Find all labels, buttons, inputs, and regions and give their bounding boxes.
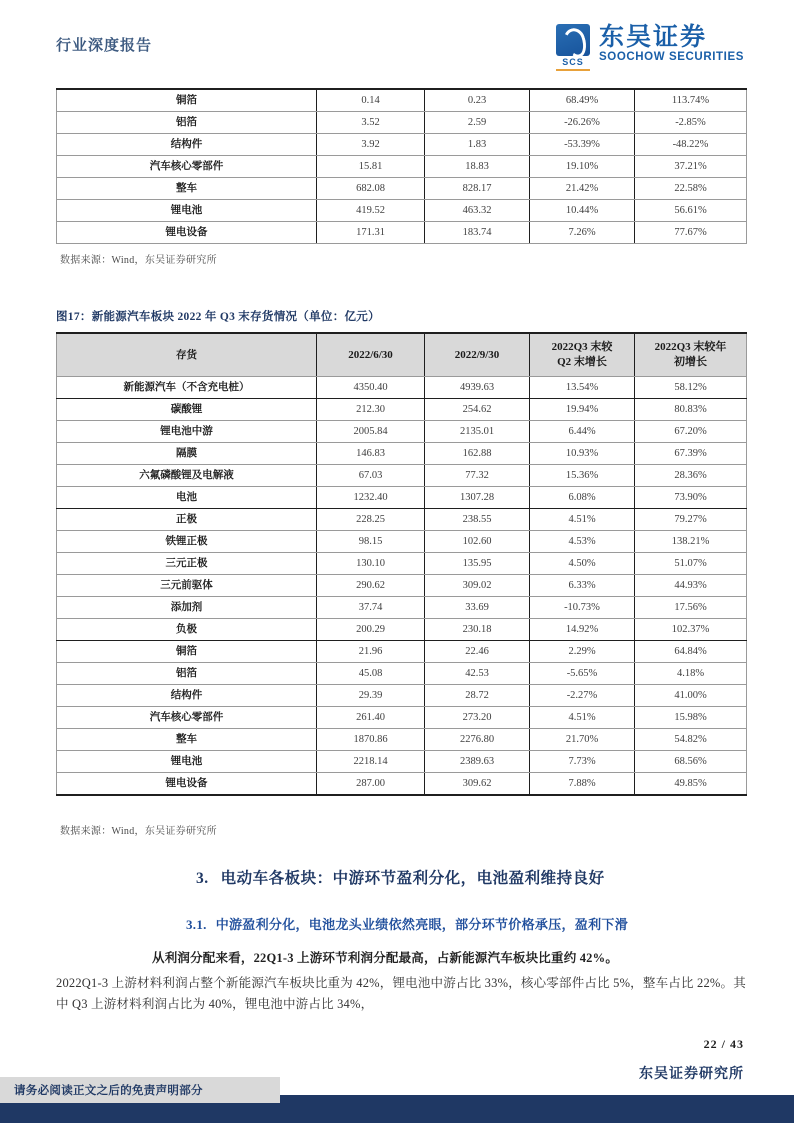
cell-label: 铁锂正极 — [57, 531, 317, 553]
table-row — [57, 487, 747, 509]
cell-sep30: 77.32 — [425, 465, 530, 487]
cell-qoq: 4.50% — [530, 553, 635, 575]
col-header-ytd — [635, 333, 747, 377]
cell-sep30: 2276.80 — [425, 729, 530, 751]
cell-label: 锂电设备 — [57, 222, 317, 244]
cell-sep30: 22.46 — [425, 641, 530, 663]
col-header-qoq-line2: Q2 末增长 — [557, 356, 607, 368]
cell-jun30: 1232.40 — [317, 487, 425, 509]
cell-qoq: 4.51% — [530, 509, 635, 531]
table-main — [56, 332, 747, 796]
page-title: 行业深度报告 — [56, 38, 153, 54]
cell-sep30: 2135.01 — [425, 421, 530, 443]
cell-qoq: 10.44% — [530, 200, 635, 222]
section-heading-3 — [196, 866, 605, 888]
brand-logo — [554, 24, 744, 71]
cell-sep30: 135.95 — [425, 553, 530, 575]
cell-ytd: 17.56% — [635, 597, 747, 619]
cell-ytd: 67.20% — [635, 421, 747, 443]
cell-label: 电池 — [57, 487, 317, 509]
cell-sep30: 33.69 — [425, 597, 530, 619]
cell-label: 汽车核心零部件 — [57, 156, 317, 178]
cell-sep30: 0.23 — [425, 89, 530, 112]
table-row — [57, 685, 747, 707]
cell-qoq: 6.08% — [530, 487, 635, 509]
cell-ytd: 77.67% — [635, 222, 747, 244]
cell-qoq: 7.73% — [530, 751, 635, 773]
cell-qoq: 10.93% — [530, 443, 635, 465]
cell-ytd: 44.93% — [635, 575, 747, 597]
cell-qoq: 19.10% — [530, 156, 635, 178]
cell-jun30: 682.08 — [317, 178, 425, 200]
col-header-ytd-line1: 2022Q3 末较年 — [654, 341, 727, 353]
cell-jun30: 212.30 — [317, 399, 425, 421]
cell-sep30: 254.62 — [425, 399, 530, 421]
cell-label: 三元正极 — [57, 553, 317, 575]
cell-label: 三元前驱体 — [57, 575, 317, 597]
table-row — [57, 200, 747, 222]
cell-jun30: 287.00 — [317, 773, 425, 796]
cell-jun30: 261.40 — [317, 707, 425, 729]
logo-mark-icon — [554, 24, 592, 71]
cell-ytd: 28.36% — [635, 465, 747, 487]
cell-ytd: 64.84% — [635, 641, 747, 663]
cell-label: 添加剂 — [57, 597, 317, 619]
col-header-inventory: 存货 — [57, 333, 317, 377]
cell-sep30: 2389.63 — [425, 751, 530, 773]
table-row — [57, 773, 747, 796]
cell-ytd: 102.37% — [635, 619, 747, 641]
cell-jun30: 98.15 — [317, 531, 425, 553]
cell-label: 碳酸锂 — [57, 399, 317, 421]
cell-jun30: 146.83 — [317, 443, 425, 465]
body-paragraph: 2022Q1-3 上游材料利润占整个新能源汽车板块比重为 42%，锂电池中游占比 33%，核心零部件占比 5%，整车占比 22%。其中 Q3 上游材料利润占比为 40%，锂电池中游占比 34%， — [56, 976, 746, 1011]
col-header-jun30: 2022/6/30 — [317, 333, 425, 377]
cell-jun30: 45.08 — [317, 663, 425, 685]
table-top — [56, 88, 747, 244]
table-row — [57, 156, 747, 178]
cell-qoq: -2.27% — [530, 685, 635, 707]
cell-ytd: 22.58% — [635, 178, 747, 200]
logo-text — [599, 24, 744, 63]
logo-swirl-icon — [556, 24, 590, 56]
cell-sep30: 18.83 — [425, 156, 530, 178]
cell-sep30: 309.62 — [425, 773, 530, 796]
cell-sep30: 309.02 — [425, 575, 530, 597]
cell-label: 锂电池中游 — [57, 421, 317, 443]
footer-disclaimer: 请务必阅读正文之后的免责声明部分 — [0, 1077, 280, 1103]
cell-jun30: 2005.84 — [317, 421, 425, 443]
col-header-ytd-line2: 初增长 — [674, 356, 707, 368]
cell-qoq: -53.39% — [530, 134, 635, 156]
cell-jun30: 21.96 — [317, 641, 425, 663]
cell-jun30: 67.03 — [317, 465, 425, 487]
cell-jun30: 200.29 — [317, 619, 425, 641]
table-row — [57, 89, 747, 112]
cell-label: 整车 — [57, 729, 317, 751]
cell-label: 结构件 — [57, 134, 317, 156]
cell-jun30: 4350.40 — [317, 377, 425, 399]
cell-qoq: -5.65% — [530, 663, 635, 685]
cell-qoq: 2.29% — [530, 641, 635, 663]
table-row — [57, 134, 747, 156]
cell-label: 铝箔 — [57, 112, 317, 134]
table-row — [57, 377, 747, 399]
cell-qoq: 4.53% — [530, 531, 635, 553]
cell-jun30: 15.81 — [317, 156, 425, 178]
cell-jun30: 29.39 — [317, 685, 425, 707]
cell-qoq: 6.44% — [530, 421, 635, 443]
cell-jun30: 419.52 — [317, 200, 425, 222]
cell-ytd: 138.21% — [635, 531, 747, 553]
cell-ytd: 41.00% — [635, 685, 747, 707]
cell-qoq: -10.73% — [530, 597, 635, 619]
cell-ytd: 79.27% — [635, 509, 747, 531]
cell-ytd: 67.39% — [635, 443, 747, 465]
footer-organization: 东吴证券研究所 — [639, 1067, 744, 1082]
table-row — [57, 112, 747, 134]
cell-jun30: 171.31 — [317, 222, 425, 244]
cell-ytd: 54.82% — [635, 729, 747, 751]
cell-jun30: 37.74 — [317, 597, 425, 619]
cell-sep30: 183.74 — [425, 222, 530, 244]
cell-label: 六氟磷酸锂及电解液 — [57, 465, 317, 487]
col-header-qoq — [530, 333, 635, 377]
table-row — [57, 751, 747, 773]
col-header-qoq-line1: 2022Q3 末较 — [551, 341, 613, 353]
source-note-top: 数据来源：Wind，东吴证券研究所 — [60, 255, 217, 266]
cell-ytd: 56.61% — [635, 200, 747, 222]
cell-ytd: 68.56% — [635, 751, 747, 773]
cell-label: 隔膜 — [57, 443, 317, 465]
cell-label: 铜箔 — [57, 641, 317, 663]
cell-ytd: 73.90% — [635, 487, 747, 509]
cell-qoq: 13.54% — [530, 377, 635, 399]
cell-sep30: 162.88 — [425, 443, 530, 465]
logo-underline — [556, 69, 590, 71]
cell-jun30: 290.62 — [317, 575, 425, 597]
cell-sep30: 238.55 — [425, 509, 530, 531]
inventory-table-continued — [56, 88, 747, 244]
logo-company-cn: 东吴证券 — [599, 23, 708, 51]
cell-label: 整车 — [57, 178, 317, 200]
cell-label: 负极 — [57, 619, 317, 641]
cell-label: 新能源汽车（不含充电桩） — [57, 377, 317, 399]
col-header-sep30: 2022/9/30 — [425, 333, 530, 377]
cell-jun30: 0.14 — [317, 89, 425, 112]
source-note-main: 数据来源：Wind，东吴证券研究所 — [60, 826, 217, 837]
table-row — [57, 222, 747, 244]
section-heading-3-1 — [186, 914, 628, 933]
cell-sep30: 230.18 — [425, 619, 530, 641]
cell-sep30: 463.32 — [425, 200, 530, 222]
cell-jun30: 130.10 — [317, 553, 425, 575]
cell-sep30: 1307.28 — [425, 487, 530, 509]
cell-qoq: 21.42% — [530, 178, 635, 200]
cell-qoq: 15.36% — [530, 465, 635, 487]
cell-qoq: 14.92% — [530, 619, 635, 641]
cell-qoq: 19.94% — [530, 399, 635, 421]
cell-label: 锂电池 — [57, 751, 317, 773]
cell-ytd: 37.21% — [635, 156, 747, 178]
table-row — [57, 421, 747, 443]
table-row — [57, 575, 747, 597]
section-heading-3-number: 3. — [196, 870, 209, 887]
table-row — [57, 509, 747, 531]
cell-jun30: 2218.14 — [317, 751, 425, 773]
cell-label: 结构件 — [57, 685, 317, 707]
section-heading-3-text: 电动车各板块：中游环节盈利分化，电池盈利维持良好 — [220, 870, 605, 887]
table-row — [57, 178, 747, 200]
table-row — [57, 597, 747, 619]
cell-label: 锂电设备 — [57, 773, 317, 796]
figure-caption: 图17：新能源汽车板块 2022 年 Q3 末存货情况（单位：亿元） — [56, 311, 380, 323]
cell-qoq: 4.51% — [530, 707, 635, 729]
cell-ytd: -2.85% — [635, 112, 747, 134]
page-header — [56, 24, 744, 80]
cell-sep30: 1.83 — [425, 134, 530, 156]
table-row — [57, 729, 747, 751]
logo-abbr: SCS — [562, 57, 584, 67]
cell-label: 锂电池 — [57, 200, 317, 222]
cell-sep30: 28.72 — [425, 685, 530, 707]
cell-jun30: 3.92 — [317, 134, 425, 156]
cell-qoq: -26.26% — [530, 112, 635, 134]
cell-label: 汽车核心零部件 — [57, 707, 317, 729]
cell-ytd: 49.85% — [635, 773, 747, 796]
section-heading-3-1-text: 中游盈利分化，电池龙头业绩依然亮眼，部分环节价格承压，盈利下滑 — [215, 917, 629, 932]
table-row — [57, 399, 747, 421]
body-lead-sentence: 从利润分配来看，22Q1-3 上游环节利润分配最高，占新能源汽车板块比重约 42%。 — [152, 951, 619, 965]
cell-ytd: 15.98% — [635, 707, 747, 729]
cell-ytd: 51.07% — [635, 553, 747, 575]
cell-label: 正极 — [57, 509, 317, 531]
table-row — [57, 443, 747, 465]
cell-sep30: 2.59 — [425, 112, 530, 134]
cell-ytd: 4.18% — [635, 663, 747, 685]
cell-qoq: 7.88% — [530, 773, 635, 796]
cell-ytd: 58.12% — [635, 377, 747, 399]
cell-label: 铝箔 — [57, 663, 317, 685]
cell-jun30: 3.52 — [317, 112, 425, 134]
cell-ytd: 113.74% — [635, 89, 747, 112]
cell-ytd: -48.22% — [635, 134, 747, 156]
table-row — [57, 641, 747, 663]
page-number: 22 / 43 — [703, 1037, 744, 1051]
table-row — [57, 619, 747, 641]
cell-jun30: 228.25 — [317, 509, 425, 531]
cell-qoq: 21.70% — [530, 729, 635, 751]
cell-sep30: 42.53 — [425, 663, 530, 685]
table-row — [57, 465, 747, 487]
table-header-row — [57, 333, 747, 377]
inventory-table-q3 — [56, 332, 747, 796]
table-row — [57, 707, 747, 729]
cell-qoq: 7.26% — [530, 222, 635, 244]
cell-ytd: 80.83% — [635, 399, 747, 421]
logo-company-en: SOOCHOW SECURITIES — [599, 51, 744, 63]
cell-qoq: 6.33% — [530, 575, 635, 597]
cell-sep30: 273.20 — [425, 707, 530, 729]
cell-qoq: 68.49% — [530, 89, 635, 112]
table-row — [57, 531, 747, 553]
cell-sep30: 4939.63 — [425, 377, 530, 399]
cell-jun30: 1870.86 — [317, 729, 425, 751]
table-row — [57, 663, 747, 685]
cell-label: 铜箔 — [57, 89, 317, 112]
table-row — [57, 553, 747, 575]
cell-sep30: 828.17 — [425, 178, 530, 200]
section-heading-3-1-number: 3.1. — [186, 917, 207, 932]
cell-sep30: 102.60 — [425, 531, 530, 553]
